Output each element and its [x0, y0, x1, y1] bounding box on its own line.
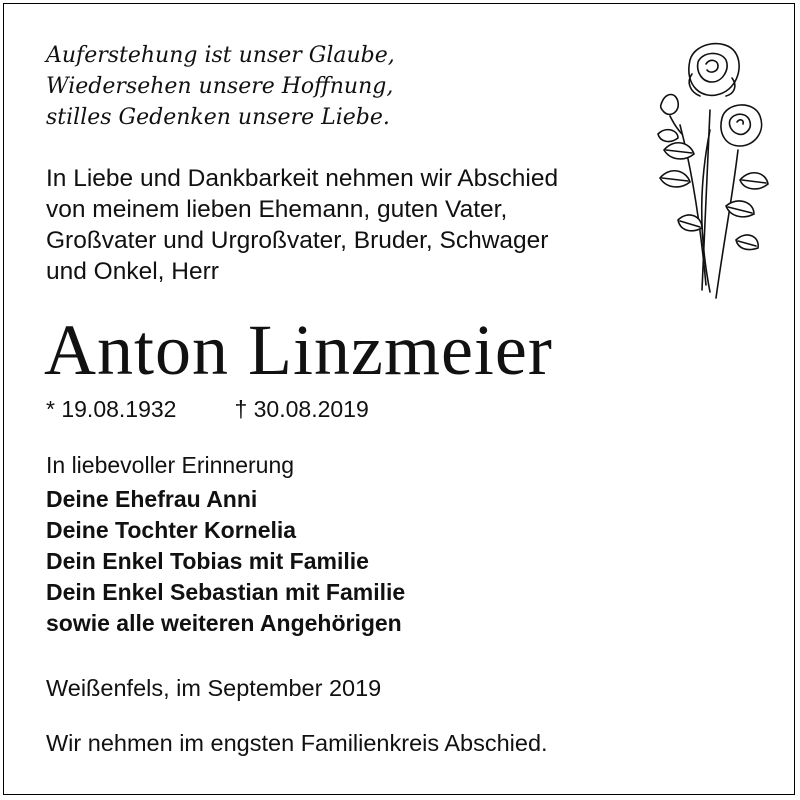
memory-heading: In liebevoller Erinnerung: [46, 452, 295, 478]
intro-line: Großvater und Urgroßvater, Bruder, Schwager: [46, 227, 549, 254]
intro-line: In Liebe und Dankbarkeit nehmen wir Abschied: [46, 165, 559, 192]
family-list: [46, 484, 405, 639]
intro-line: von meinem lieben Ehemann, guten Vater,: [46, 196, 508, 223]
closing-note: Wir nehmen im engsten Familienkreis Abschied.: [46, 730, 548, 756]
roses-illustration-icon: [640, 30, 785, 305]
verse-block: [46, 40, 395, 133]
family-member: sowie alle weiteren Angehörigen: [46, 610, 402, 636]
intro-text: [46, 163, 558, 287]
verse-line: Wiedersehen unsere Hoffnung,: [46, 74, 394, 99]
intro-line: und Onkel, Herr: [46, 258, 219, 285]
place-date: Weißenfels, im September 2019: [46, 675, 382, 701]
family-member: Dein Enkel Sebastian mit Familie: [46, 579, 406, 605]
family-member: Deine Tochter Kornelia: [46, 517, 297, 543]
verse-line: stilles Gedenken unsere Liebe.: [46, 105, 390, 130]
family-member: Dein Enkel Tobias mit Familie: [46, 548, 369, 574]
life-dates: [46, 394, 369, 424]
death-date: † 30.08.2019: [234, 396, 369, 422]
family-member: Deine Ehefrau Anni: [46, 486, 258, 512]
birth-date: * 19.08.1932: [46, 396, 177, 422]
deceased-name: Anton Linzmeier: [44, 310, 553, 390]
verse-line: Auferstehung ist unser Glaube,: [46, 43, 395, 68]
